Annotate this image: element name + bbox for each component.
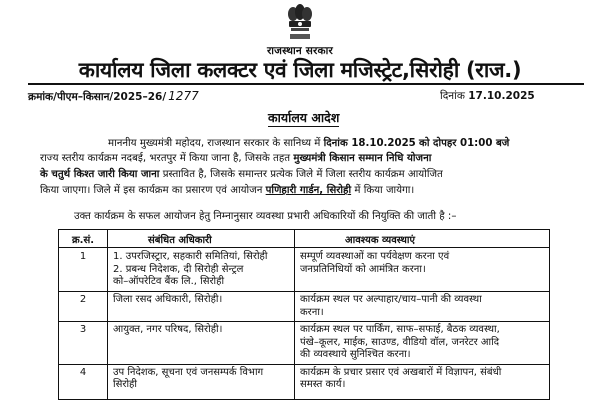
scheme-name: मुख्यमंत्री किसान सम्मान निधि योजना (293, 153, 432, 164)
header-divider (28, 83, 584, 85)
arrangement-line: की व्यवस्थाये सुनिश्चित करना। (300, 349, 411, 360)
officer-line: 2. प्रबन्ध निदेशक, दी सिरोही सेन्ट्रल (113, 263, 244, 275)
body-text: माननीय मुख्यमंत्री महोदय, राजस्थान सरकार के सानिध्य में (108, 138, 321, 149)
table-row (59, 292, 550, 322)
body-text: किया जाएगा। जिले में इस कार्यक्रम का प्रसारण एवं आयोजन (40, 185, 263, 196)
arrangement-line: कार्यक्रम के प्रचार प्रसार एवं अखबारों में विज्ञापन, संबंधी (300, 366, 502, 378)
installment-text: के चतुर्थ किश्त जारी किया जाना (40, 169, 160, 180)
paragraph-line (40, 150, 570, 164)
paragraph-line (108, 135, 600, 149)
body-text: को दोपहर 01:00 बजे (419, 138, 510, 149)
body-text: में किया जायेगा। (354, 185, 415, 196)
col-header-serial: क्र.सं. (59, 230, 108, 248)
officer-table (58, 229, 550, 400)
table-row (59, 322, 550, 365)
body-text: राज्य स्तरीय कार्यक्रम नदबई, भरतपुर में किया जाना है, जिसके तहत (40, 153, 291, 164)
arrangement-line: कार्यक्रम स्थल पर अल्पाहार/चाय–पानी की व्यवस्था (300, 294, 482, 305)
arrangement-line: समस्त कार्य। (300, 379, 346, 390)
arrangement-line: कार्यक्रम स्थल पर पार्किंग, साफ–सफाई, बैठक व्यवस्था, (300, 324, 500, 335)
arrangement-line: करना। (300, 306, 324, 318)
arrangement-cell (295, 364, 550, 399)
arrangement-cell (295, 322, 550, 365)
arrangement-line: सम्पूर्ण व्यवस्थाओं का पर्यवेक्षण करना एवं (300, 251, 450, 262)
venue-name: पणिहारी गार्डन, सिरोही (265, 185, 352, 196)
arrangement-cell (295, 292, 550, 322)
serial-cell: 4 (59, 364, 108, 399)
table-row (59, 248, 550, 292)
officer-line: को–ऑपरेटिव बैंक लि., सिरोही (113, 276, 225, 287)
col-header-arrangement: आवश्यक व्यवस्थाएं (295, 230, 550, 248)
officer-line: सिरोही (113, 379, 137, 390)
paragraph-line (40, 182, 570, 196)
arrangement-line: पंखे–कूलर, माईक, साउण्ड, वीडियो वॉल, जनरेटर आदि (300, 336, 500, 348)
officer-cell (108, 248, 295, 292)
officer-line: 1. उपरजिस्ट्रार, सहकारी समितियां, सिरोही (113, 251, 268, 262)
order-date (440, 89, 535, 103)
serial-cell: 1 (59, 248, 108, 292)
paragraph-line (40, 166, 570, 180)
col-header-officer: संबंधित अधिकारी (108, 230, 295, 248)
officer-line: उप निदेशक, सूचना एवं जनसम्पर्क विभाग (113, 366, 264, 378)
officer-cell (108, 364, 295, 399)
reference-text: क्रमांक/पीएम–किसान/2025–26/ (28, 91, 167, 103)
officer-line: जिला रसद अधिकारी, सिरोही। (113, 294, 223, 305)
office-heading: कार्यालय जिला कलक्टर एवं जिला मजिस्ट्रेट,सिरोही (राज.) (78, 58, 522, 82)
body-text: प्रस्तावित है, जिसके समान्तर प्रत्येक जिले में जिला स्तरीय कार्यक्रम आयोजित (162, 169, 443, 180)
appointment-intro: उक्त कार्यक्रम के सफल आयोजन हेतु निम्नानुसार व्यवस्था प्रभारी अधिकारियों की नियुक्ति की जाती है :– (74, 211, 457, 222)
date-value: 17.10.2025 (468, 90, 535, 102)
date-label: दिनांक (440, 90, 465, 102)
arrangement-cell (295, 248, 550, 292)
officer-cell (108, 322, 295, 365)
serial-cell: 3 (59, 322, 108, 365)
serial-cell: 2 (59, 292, 108, 322)
page-title: कार्यालय आदेश (268, 110, 340, 125)
government-name: राजस्थान सरकार (266, 45, 334, 57)
table-row (59, 364, 550, 399)
state-emblem-icon (284, 3, 316, 43)
handwritten-number: 1277 (168, 89, 199, 103)
officer-cell (108, 292, 295, 322)
officer-line: आयुक्त, नगर परिषद, सिरोही। (113, 324, 223, 335)
table-header-row (59, 230, 550, 248)
arrangement-line: जनप्रतिनिधियों को आमंत्रित करना। (300, 263, 426, 275)
event-date: दिनांक 18.10.2025 (323, 138, 416, 149)
reference-number (28, 89, 199, 104)
